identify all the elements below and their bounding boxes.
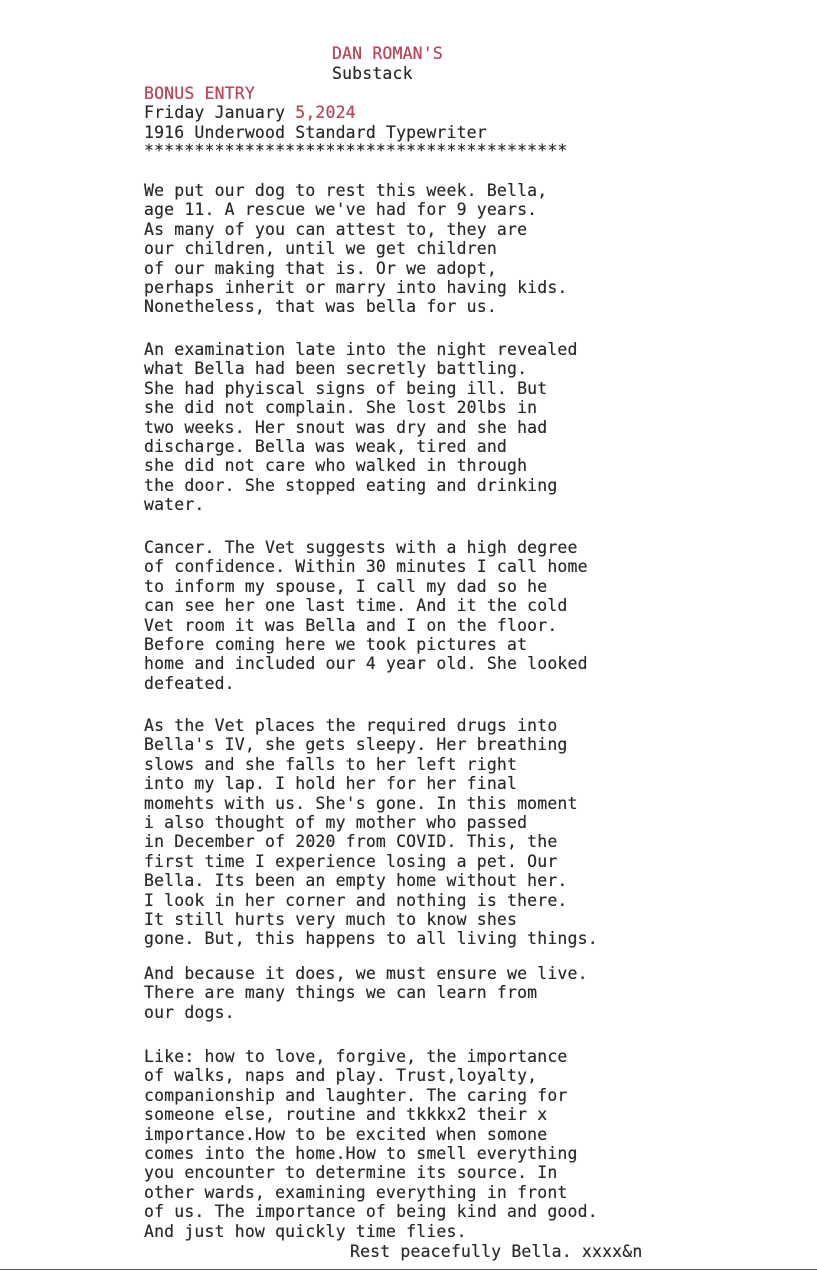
- entry-label: BONUS ENTRY: [144, 84, 255, 103]
- body-line: Cancer. The Vet suggests with a high degree: [144, 538, 578, 557]
- author-heading: DAN ROMAN'S: [332, 44, 443, 63]
- body-line: of our making that is. Or we adopt,: [144, 258, 497, 278]
- body-line: An examination late into the night revealed: [144, 340, 578, 359]
- entry-date: [144, 103, 356, 123]
- body-line: Nonetheless, that was bella for us.: [144, 297, 497, 317]
- body-line: you encounter to determine its source. In: [144, 1163, 558, 1183]
- body-line: companionship and laughter. The caring for: [144, 1085, 568, 1105]
- body-line: what Bella had been secretly battling.: [144, 359, 528, 379]
- body-line: perhaps inherit or marry into having kids.: [144, 278, 568, 297]
- body-line: comes into the home.How to smell everything: [144, 1144, 578, 1163]
- body-line: water.: [144, 495, 205, 515]
- body-line: can see her one last time. And it the cold: [144, 596, 568, 616]
- body-line: someone else, routine and tkkkx2 their x: [144, 1105, 548, 1125]
- body-line: home and included our 4 year old. She looked: [144, 654, 588, 674]
- body-line: As many of you can attest to, they are: [144, 219, 528, 239]
- body-line: Vet room it was Bella and I on the floor.: [144, 615, 558, 635]
- body-line: into my lap. I hold her for her final: [144, 774, 518, 794]
- body-line: of walks, naps and play. Trust,loyalty,: [144, 1066, 538, 1086]
- body-line: importance.How to be excited when somone: [144, 1124, 548, 1144]
- body-line: We put our dog to rest this week. Bella,: [144, 181, 548, 200]
- page-bottom-rule: [0, 1269, 817, 1270]
- body-line: first time I experience losing a pet. Our: [144, 851, 558, 871]
- body-line: of us. The importance of being kind and good.: [144, 1202, 598, 1222]
- body-line: Like: how to love, forgive, the importance: [144, 1047, 568, 1066]
- body-line: our children, until we get children: [144, 239, 497, 259]
- body-line: in December of 2020 from COVID. This, the: [144, 832, 558, 852]
- body-line: There are many things we can learn from: [144, 983, 538, 1003]
- body-line: I look in her corner and nothing is there.: [144, 890, 568, 910]
- signoff-line: Rest peacefully Bella. xxxx&n: [350, 1242, 643, 1261]
- body-line: momehts with us. She's gone. In this moment: [144, 793, 578, 813]
- date-number: 5,2024: [295, 103, 356, 122]
- body-line: discharge. Bella was weak, tired and: [144, 437, 508, 456]
- body-line: the door. She stopped eating and drinking: [144, 475, 558, 495]
- body-line: gone. But, this happens to all living things.: [144, 929, 598, 949]
- body-line: i also thought of my mother who passed: [144, 813, 528, 832]
- body-line: It still hurts very much to know shes: [144, 910, 518, 929]
- body-line: she did not complain. She lost 20lbs in: [144, 398, 538, 418]
- body-line: age 11. A rescue we've had for 9 years.: [144, 200, 538, 220]
- body-line: defeated.: [144, 673, 235, 693]
- body-line: And just how quickly time flies.: [144, 1221, 467, 1241]
- body-line: Bella's IV, she gets sleepy. Her breathing: [144, 735, 568, 755]
- body-line: Bella. Its been an empty home without her.: [144, 871, 568, 891]
- body-line: And because it does, we must ensure we live.: [144, 964, 588, 983]
- publication-name: Substack: [332, 64, 413, 83]
- body-line: of confidence. Within 30 minutes I call home: [144, 557, 588, 577]
- body-line: other wards, examining everything in front: [144, 1182, 568, 1202]
- body-line: She had phyiscal signs of being ill. But: [144, 378, 548, 398]
- body-line: As the Vet places the required drugs into: [144, 716, 558, 735]
- asterisk-rule: ******************************************: [144, 141, 568, 160]
- body-line: Before coming here we took pictures at: [144, 635, 528, 654]
- body-line: to inform my spouse, I call my dad so he: [144, 576, 548, 596]
- body-line: two weeks. Her snout was dry and she had: [144, 417, 548, 437]
- typewriter-model: 1916 Underwood Standard Typewriter: [144, 123, 487, 142]
- body-line: slows and she falls to her left right: [144, 754, 518, 774]
- date-prefix: Friday January: [144, 103, 296, 122]
- body-line: she did not care who walked in through: [144, 456, 528, 476]
- body-line: our dogs.: [144, 1002, 235, 1022]
